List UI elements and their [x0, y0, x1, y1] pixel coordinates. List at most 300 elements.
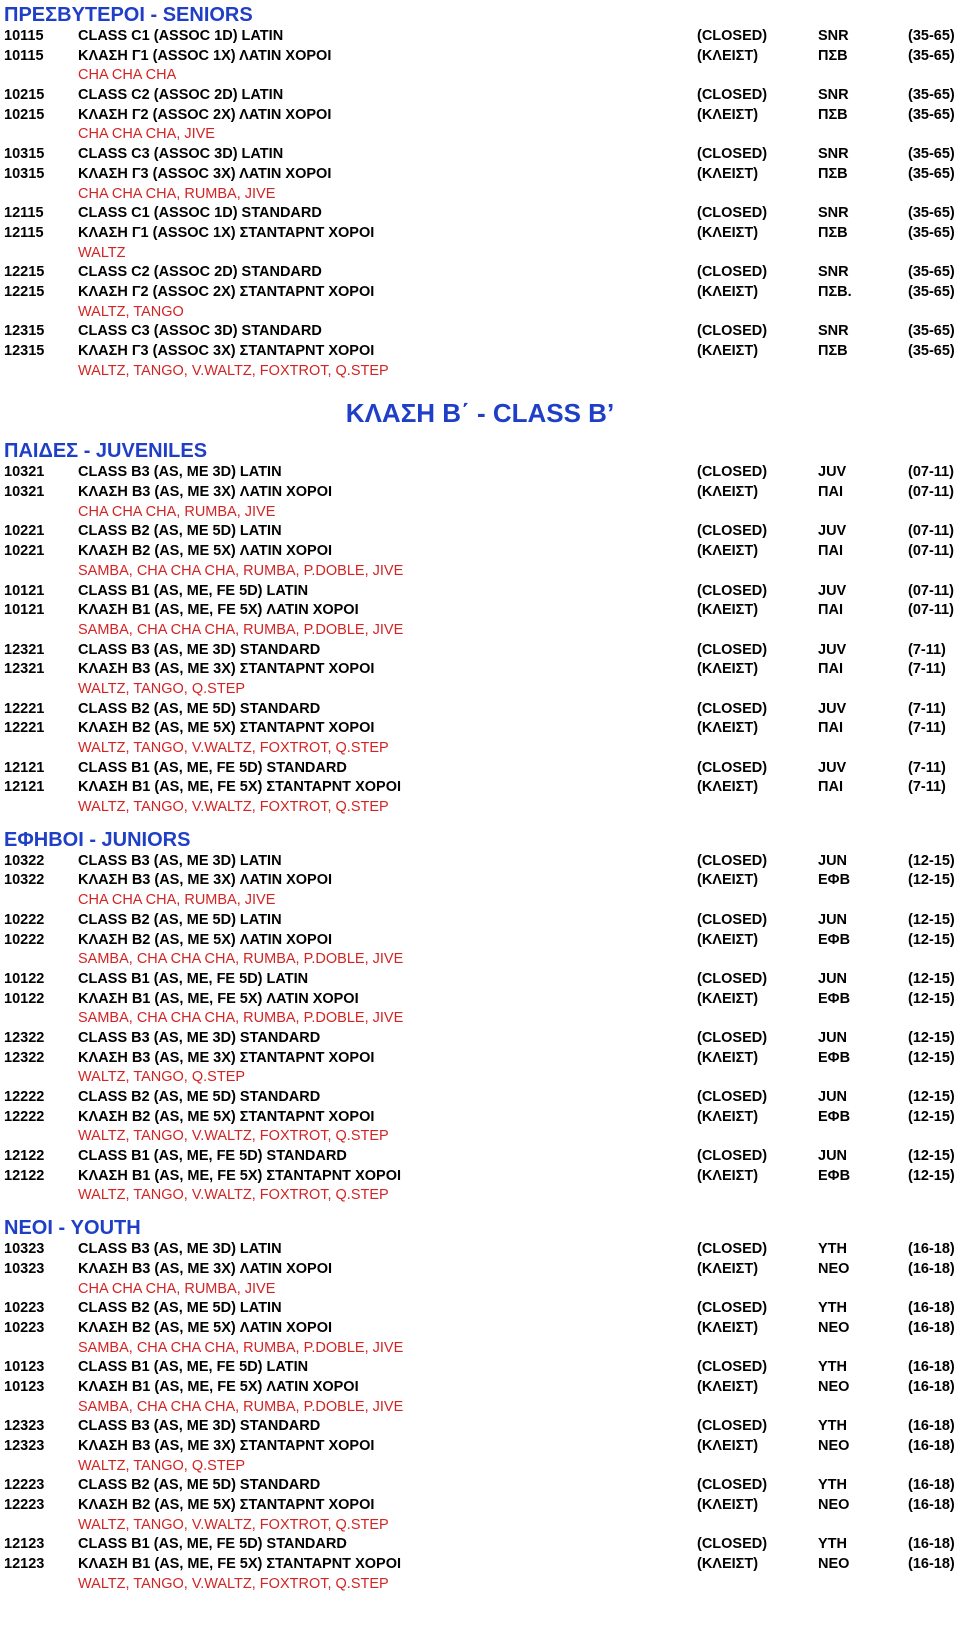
event-code: 12221: [4, 720, 45, 737]
event-row: [0, 601, 960, 621]
dance-list: CHA CHA CHA, RUMBA, JIVE: [78, 1280, 276, 1297]
dance-list: WALTZ, TANGO, V.WALTZ, FOXTROT, Q.STEP: [78, 1128, 389, 1145]
event-age-range: (35-65): [908, 224, 955, 241]
event-age-range: (16-18): [908, 1418, 955, 1435]
event-age-range: (12-15): [908, 872, 955, 889]
event-description: ΚΛΑΣΗ B2 (AS, ME 5X) ΣΤΑΝΤΑΡΝΤ ΧΟΡΟΙ: [78, 720, 375, 737]
event-code: 10222: [4, 911, 45, 928]
event-description: CLASS B2 (AS, ME 5D) STANDARD: [78, 1089, 321, 1105]
event-row: [0, 1496, 960, 1516]
event-status: (CLOSED): [697, 1241, 768, 1258]
event-status: (CLOSED): [697, 264, 768, 281]
event-age-range: (16-18): [908, 1536, 955, 1553]
event-category: SNR: [818, 323, 849, 340]
event-status: (CLOSED): [697, 911, 768, 928]
event-description: ΚΛΑΣΗ B1 (AS, ME, FE 5X) ΣΤΑΝΤΑΡΝΤ ΧΟΡΟΙ: [78, 779, 402, 796]
event-code: 12322: [4, 1049, 45, 1066]
event-code: 10322: [4, 872, 45, 889]
event-row: [0, 990, 960, 1010]
event-group: [0, 1358, 960, 1417]
event-row: [0, 719, 960, 739]
event-age-range: (16-18): [908, 1260, 955, 1277]
dance-list: WALTZ, TANGO, V.WALTZ, FOXTROT, Q.STEP: [78, 740, 389, 756]
event-age-range: (7-11): [908, 661, 946, 678]
dance-list: WALTZ, TANGO, Q.STEP: [78, 1457, 246, 1474]
event-row: [0, 871, 960, 891]
event-status: (ΚΛΕΙΣΤ): [697, 1049, 759, 1066]
event-description: ΚΛΑΣΗ B3 (AS, ME 3X) ΛΑΤΙΝ ΧΟΡΟΙ: [78, 1260, 333, 1277]
event-code: 10123: [4, 1359, 45, 1376]
event-group: [0, 852, 960, 911]
event-code: 10215: [4, 106, 45, 123]
event-row: [0, 1437, 960, 1457]
event-description: ΚΛΑΣΗ B2 (AS, ME 5X) ΣΤΑΝΤΑΡΝΤ ΧΟΡΟΙ: [78, 1108, 375, 1125]
event-code: 10123: [4, 1378, 45, 1395]
event-code: 12122: [4, 1148, 45, 1165]
event-category: ΠΑΙ: [818, 720, 843, 737]
event-status: (ΚΛΕΙΣΤ): [697, 1438, 759, 1454]
event-code: 10315: [4, 146, 45, 163]
event-group: [0, 700, 960, 759]
event-status: (ΚΛΕΙΣΤ): [697, 1260, 759, 1277]
event-category: ΝΕΟ: [818, 1378, 850, 1395]
event-category: JUV: [818, 641, 847, 658]
event-description: CLASS B3 (AS, ME 3D) LATIN: [78, 1241, 282, 1258]
event-row: [0, 582, 960, 602]
event-status: (ΚΛΕΙΣΤ): [697, 343, 759, 359]
event-code: 10222: [4, 931, 45, 948]
dance-list: SAMBA, CHA CHA CHA, RUMBA, P.DOBLE, JIVE: [78, 1398, 404, 1415]
event-description: CLASS C2 (ASSOC 2D) LATIN: [78, 87, 284, 104]
event-code: 10215: [4, 87, 45, 104]
dance-list: WALTZ, TANGO, Q.STEP: [78, 1069, 246, 1086]
event-description: ΚΛΑΣΗ B3 (AS, ME 3X) ΣΤΑΝΤΑΡΝΤ ΧΟΡΟΙ: [78, 1438, 375, 1454]
event-description: CLASS C1 (ASSOC 1D) STANDARD: [78, 205, 322, 222]
dance-list: WALTZ, TANGO, V.WALTZ, FOXTROT, Q.STEP: [78, 1187, 389, 1204]
event-code: 10315: [4, 165, 45, 182]
event-status: (CLOSED): [697, 1536, 768, 1553]
event-category: JUN: [818, 1089, 848, 1105]
event-row: [0, 1555, 960, 1575]
event-row: [0, 1476, 960, 1496]
event-category: ΠΑΙ: [818, 602, 843, 619]
event-code: 12215: [4, 264, 45, 281]
event-age-range: (07-11): [908, 543, 954, 560]
event-age-range: (7-11): [908, 720, 946, 737]
event-code: 10221: [4, 543, 45, 560]
event-code: 10122: [4, 970, 45, 987]
event-category: JUN: [818, 1148, 848, 1165]
event-age-range: (16-18): [908, 1300, 955, 1317]
event-status: (CLOSED): [697, 205, 768, 222]
dance-list: WALTZ: [78, 244, 126, 261]
event-age-range: (16-18): [908, 1359, 955, 1376]
event-description: CLASS B1 (AS, ME, FE 5D) LATIN: [78, 1359, 309, 1376]
event-category: SNR: [818, 205, 849, 222]
event-code: 12123: [4, 1556, 45, 1573]
event-group: [0, 27, 960, 86]
event-status: (ΚΛΕΙΣΤ): [697, 1319, 759, 1336]
event-description: ΚΛΑΣΗ B3 (AS, ME 3X) ΛΑΤΙΝ ΧΟΡΟΙ: [78, 872, 333, 889]
event-category: SNR: [818, 146, 849, 163]
event-status: (ΚΛΕΙΣΤ): [697, 1378, 759, 1395]
event-group: [0, 1088, 960, 1147]
age-section: [0, 818, 960, 1206]
event-description: ΚΛΑΣΗ B3 (AS, ME 3X) ΛΑΤΙΝ ΧΟΡΟΙ: [78, 484, 333, 501]
event-status: (ΚΛΕΙΣΤ): [697, 1167, 759, 1184]
dance-list: CHA CHA CHA, JIVE: [78, 126, 215, 143]
event-row: [0, 641, 960, 661]
event-row: [0, 86, 960, 106]
age-section: [0, 1206, 960, 1594]
event-age-range: (35-65): [908, 283, 955, 300]
event-age-range: (12-15): [908, 1089, 955, 1105]
event-row: [0, 970, 960, 990]
event-status: (ΚΛΕΙΣΤ): [697, 224, 759, 241]
event-age-range: (12-15): [908, 931, 955, 948]
section-heading: ΕΦΗΒΟΙ - JUNIORS: [4, 828, 191, 851]
event-status: (ΚΛΕΙΣΤ): [697, 283, 759, 300]
event-row: [0, 759, 960, 779]
dance-list: CHA CHA CHA, RUMBA, JIVE: [78, 892, 276, 909]
event-group: [0, 322, 960, 381]
event-row: [0, 1535, 960, 1555]
event-code: 10223: [4, 1300, 45, 1317]
event-description: ΚΛΑΣΗ B2 (AS, ME 5X) ΛΑΤΙΝ ΧΟΡΟΙ: [78, 543, 333, 560]
event-description: ΚΛΑΣΗ B2 (AS, ME 5X) ΛΑΤΙΝ ΧΟΡΟΙ: [78, 1319, 333, 1336]
event-category: ΕΦΒ: [818, 1108, 851, 1125]
event-row: [0, 778, 960, 798]
event-code: 12323: [4, 1438, 45, 1454]
event-category: JUV: [818, 523, 847, 540]
event-age-range: (12-15): [908, 1049, 955, 1066]
event-group: [0, 263, 960, 322]
event-status: (ΚΛΕΙΣΤ): [697, 1497, 759, 1514]
event-code: 12222: [4, 1089, 45, 1105]
event-code: 10121: [4, 602, 45, 619]
event-category: YTH: [818, 1241, 847, 1258]
event-category: ΠΑΙ: [818, 484, 843, 501]
event-group: [0, 970, 960, 1029]
event-description: ΚΛΑΣΗ B3 (AS, ME 3X) ΣΤΑΝΤΑΡΝΤ ΧΟΡΟΙ: [78, 1049, 375, 1066]
event-group: [0, 1535, 960, 1594]
event-age-range: (07-11): [908, 523, 954, 540]
event-age-range: (35-65): [908, 106, 955, 123]
event-category: ΕΦΒ: [818, 990, 851, 1007]
event-code: 10321: [4, 464, 45, 481]
event-group: [0, 1240, 960, 1299]
section-spacer: [0, 1206, 960, 1216]
event-category: ΝΕΟ: [818, 1497, 850, 1514]
event-row: [0, 27, 960, 47]
dance-list: CHA CHA CHA, RUMBA, JIVE: [78, 185, 276, 202]
event-category: ΝΕΟ: [818, 1260, 850, 1277]
event-description: CLASS B1 (AS, ME, FE 5D) STANDARD: [78, 759, 347, 776]
event-code: 12321: [4, 661, 45, 678]
event-status: (CLOSED): [697, 1418, 768, 1435]
event-row: [0, 483, 960, 503]
dance-list: WALTZ, TANGO, V.WALTZ, FOXTROT, Q.STEP: [78, 1516, 389, 1533]
section-heading: ΠΑΙΔΕΣ - JUVENILES: [4, 440, 208, 463]
event-age-range: (16-18): [908, 1241, 955, 1258]
event-row: [0, 1240, 960, 1260]
event-description: ΚΛΑΣΗ B2 (AS, ME 5X) ΣΤΑΝΤΑΡΝΤ ΧΟΡΟΙ: [78, 1497, 375, 1514]
event-status: (ΚΛΕΙΣΤ): [697, 484, 759, 501]
event-description: ΚΛΑΣΗ B1 (AS, ME, FE 5X) ΛΑΤΙΝ ΧΟΡΟΙ: [78, 602, 359, 619]
event-row: [0, 522, 960, 542]
event-status: (CLOSED): [697, 1300, 768, 1317]
event-age-range: (07-11): [908, 464, 954, 481]
event-description: CLASS B2 (AS, ME 5D) STANDARD: [78, 700, 321, 717]
event-category: ΝΕΟ: [818, 1438, 850, 1454]
event-age-range: (16-18): [908, 1497, 955, 1514]
event-description: CLASS B3 (AS, ME 3D) STANDARD: [78, 641, 321, 658]
event-category: JUV: [818, 464, 847, 481]
event-row: [0, 1049, 960, 1069]
event-code: 12215: [4, 283, 45, 300]
event-description: ΚΛΑΣΗ Γ1 (ASSOC 1X) ΛΑΤΙΝ ΧΟΡΟΙ: [78, 47, 332, 64]
event-age-range: (12-15): [908, 970, 955, 987]
event-age-range: (16-18): [908, 1438, 955, 1454]
event-category: JUV: [818, 700, 847, 717]
event-age-range: (35-65): [908, 343, 955, 359]
event-description: ΚΛΑΣΗ B2 (AS, ME 5X) ΛΑΤΙΝ ΧΟΡΟΙ: [78, 931, 333, 948]
event-row: [0, 283, 960, 303]
event-status: (ΚΛΕΙΣΤ): [697, 1108, 759, 1125]
dance-list: SAMBA, CHA CHA CHA, RUMBA, P.DOBLE, JIVE: [78, 562, 404, 579]
event-category: YTH: [818, 1359, 847, 1376]
event-status: (ΚΛΕΙΣΤ): [697, 543, 759, 560]
event-group: [0, 522, 960, 581]
event-age-range: (7-11): [908, 641, 946, 658]
event-status: (ΚΛΕΙΣΤ): [697, 1556, 759, 1573]
event-description: CLASS B1 (AS, ME, FE 5D) STANDARD: [78, 1148, 347, 1165]
event-row: [0, 145, 960, 165]
event-age-range: (07-11): [908, 602, 954, 619]
event-age-range: (12-15): [908, 1167, 955, 1184]
event-age-range: (12-15): [908, 911, 955, 928]
event-category: ΠΑΙ: [818, 543, 843, 560]
event-status: (CLOSED): [697, 323, 768, 340]
event-status: (CLOSED): [697, 464, 768, 481]
event-description: CLASS B2 (AS, ME 5D) LATIN: [78, 523, 282, 540]
event-status: (CLOSED): [697, 87, 768, 104]
event-age-range: (16-18): [908, 1319, 955, 1336]
event-description: ΚΛΑΣΗ B1 (AS, ME, FE 5X) ΛΑΤΙΝ ΧΟΡΟΙ: [78, 990, 359, 1007]
event-category: YTH: [818, 1477, 847, 1494]
event-category: ΠΣΒ: [818, 106, 848, 123]
age-section: [0, 395, 960, 817]
event-row: [0, 106, 960, 126]
event-status: (CLOSED): [697, 759, 768, 776]
event-category: ΠΣΒ: [818, 343, 848, 359]
event-status: (ΚΛΕΙΣΤ): [697, 47, 759, 64]
event-status: (CLOSED): [697, 1089, 768, 1105]
event-age-range: (12-15): [908, 1029, 955, 1046]
event-category: ΝΕΟ: [818, 1319, 850, 1336]
event-code: 12321: [4, 641, 45, 658]
event-description: ΚΛΑΣΗ Γ3 (ASSOC 3X) ΣΤΑΝΤΑΡΝΤ ΧΟΡΟΙ: [78, 343, 375, 359]
event-code: 10323: [4, 1241, 45, 1258]
dance-list: SAMBA, CHA CHA CHA, RUMBA, P.DOBLE, JIVE: [78, 951, 404, 968]
event-description: CLASS B1 (AS, ME, FE 5D) LATIN: [78, 582, 309, 599]
event-status: (CLOSED): [697, 146, 768, 163]
event-category: SNR: [818, 87, 849, 104]
event-row: [0, 1108, 960, 1128]
event-age-range: (35-65): [908, 87, 955, 104]
event-row: [0, 1299, 960, 1319]
event-age-range: (12-15): [908, 852, 955, 869]
event-row: [0, 1167, 960, 1187]
event-category: YTH: [818, 1536, 847, 1553]
dance-list: SAMBA, CHA CHA CHA, RUMBA, P.DOBLE, JIVE: [78, 1339, 404, 1356]
event-description: CLASS B3 (AS, ME 3D) STANDARD: [78, 1418, 321, 1435]
event-status: (CLOSED): [697, 523, 768, 540]
event-age-range: (07-11): [908, 484, 954, 501]
event-group: [0, 145, 960, 204]
event-category: ΠΣΒ: [818, 224, 848, 241]
class-title: ΚΛΑΣΗ Β΄ - CLASS B’: [345, 398, 615, 429]
event-description: ΚΛΑΣΗ B3 (AS, ME 3X) ΣΤΑΝΤΑΡΝΤ ΧΟΡΟΙ: [78, 661, 375, 678]
dance-list: CHA CHA CHA, RUMBA, JIVE: [78, 503, 276, 520]
event-age-range: (7-11): [908, 779, 946, 796]
event-category: ΠΑΙ: [818, 779, 843, 796]
event-row: [0, 911, 960, 931]
event-description: CLASS C1 (ASSOC 1D) LATIN: [78, 28, 284, 44]
event-code: 12223: [4, 1477, 45, 1494]
event-status: (ΚΛΕΙΣΤ): [697, 165, 759, 182]
event-description: CLASS B3 (AS, ME 3D) STANDARD: [78, 1029, 321, 1046]
dance-list: WALTZ, TANGO: [78, 303, 184, 320]
dance-list: WALTZ, TANGO, V.WALTZ, FOXTROT, Q.STEP: [78, 362, 389, 379]
event-description: ΚΛΑΣΗ B1 (AS, ME, FE 5X) ΛΑΤΙΝ ΧΟΡΟΙ: [78, 1378, 359, 1395]
event-group: [0, 463, 960, 522]
event-age-range: (12-15): [908, 990, 955, 1007]
event-row: [0, 660, 960, 680]
event-row: [0, 322, 960, 342]
event-category: YTH: [818, 1418, 847, 1435]
event-row: [0, 47, 960, 67]
event-status: (ΚΛΕΙΣΤ): [697, 779, 759, 796]
event-group: [0, 86, 960, 145]
age-section: [0, 3, 960, 381]
event-code: 10121: [4, 582, 45, 599]
event-age-range: (35-65): [908, 146, 955, 163]
event-status: (ΚΛΕΙΣΤ): [697, 602, 759, 619]
event-group: [0, 1147, 960, 1206]
event-status: (CLOSED): [697, 1359, 768, 1376]
event-row: [0, 463, 960, 483]
event-category: ΠΑΙ: [818, 661, 843, 678]
event-group: [0, 1417, 960, 1476]
event-row: [0, 1319, 960, 1339]
event-code: 12123: [4, 1536, 45, 1553]
event-description: CLASS B2 (AS, ME 5D) LATIN: [78, 1300, 282, 1317]
event-row: [0, 931, 960, 951]
event-category: JUN: [818, 970, 848, 987]
event-age-range: (16-18): [908, 1378, 955, 1395]
event-code: 12223: [4, 1497, 45, 1514]
event-row: [0, 1088, 960, 1108]
event-group: [0, 759, 960, 818]
event-age-range: (35-65): [908, 28, 955, 44]
event-age-range: (12-15): [908, 1108, 955, 1125]
event-status: (CLOSED): [697, 28, 768, 44]
section-heading: ΝΕΟΙ - YOUTH: [4, 1217, 141, 1240]
event-category: ΕΦΒ: [818, 1049, 851, 1066]
event-code: 12115: [4, 205, 44, 222]
event-code: 12121: [4, 759, 45, 776]
event-code: 12315: [4, 323, 45, 340]
event-row: [0, 1029, 960, 1049]
event-group: [0, 1029, 960, 1088]
event-group: [0, 204, 960, 263]
event-description: CLASS B3 (AS, ME 3D) LATIN: [78, 852, 282, 869]
section-heading: ΠΡΕΣΒΥΤΕΡΟΙ - SENIORS: [4, 4, 253, 26]
event-age-range: (35-65): [908, 47, 955, 64]
event-age-range: (07-11): [908, 582, 954, 599]
event-category: JUN: [818, 911, 848, 928]
event-row: [0, 165, 960, 185]
event-row: [0, 342, 960, 362]
event-row: [0, 1260, 960, 1280]
event-status: (CLOSED): [697, 582, 768, 599]
event-group: [0, 582, 960, 641]
event-age-range: (7-11): [908, 759, 946, 776]
event-row: [0, 204, 960, 224]
event-category: JUN: [818, 1029, 848, 1046]
event-code: 10321: [4, 484, 45, 501]
event-status: (CLOSED): [697, 1029, 768, 1046]
event-code: 10115: [4, 47, 44, 64]
event-description: CLASS B1 (AS, ME, FE 5D) LATIN: [78, 970, 309, 987]
event-description: CLASS B2 (AS, ME 5D) LATIN: [78, 911, 282, 928]
event-category: YTH: [818, 1300, 847, 1317]
event-code: 12322: [4, 1029, 45, 1046]
dance-list: WALTZ, TANGO, V.WALTZ, FOXTROT, Q.STEP: [78, 1575, 389, 1592]
event-age-range: (35-65): [908, 264, 955, 281]
event-code: 10122: [4, 990, 45, 1007]
dance-list: WALTZ, TANGO, V.WALTZ, FOXTROT, Q.STEP: [78, 799, 389, 816]
event-row: [0, 852, 960, 872]
event-status: (ΚΛΕΙΣΤ): [697, 720, 759, 737]
event-code: 10115: [4, 28, 44, 44]
event-age-range: (16-18): [908, 1556, 955, 1573]
event-group: [0, 911, 960, 970]
event-description: CLASS B3 (AS, ME 3D) LATIN: [78, 464, 282, 481]
event-age-range: (16-18): [908, 1477, 955, 1494]
event-category: JUN: [818, 852, 848, 869]
event-category: ΕΦΒ: [818, 1167, 851, 1184]
dance-list: SAMBA, CHA CHA CHA, RUMBA, P.DOBLE, JIVE: [78, 1010, 404, 1027]
event-status: (ΚΛΕΙΣΤ): [697, 661, 759, 678]
event-row: [0, 1358, 960, 1378]
event-description: CLASS B1 (AS, ME, FE 5D) STANDARD: [78, 1536, 347, 1553]
event-status: (ΚΛΕΙΣΤ): [697, 931, 759, 948]
event-code: 10221: [4, 523, 45, 540]
event-code: 12315: [4, 343, 45, 359]
event-code: 12121: [4, 779, 45, 796]
event-code: 10223: [4, 1319, 45, 1336]
event-category: ΕΦΒ: [818, 931, 851, 948]
event-description: CLASS C2 (ASSOC 2D) STANDARD: [78, 264, 322, 281]
event-status: (CLOSED): [697, 1148, 768, 1165]
event-category: ΠΣΒ: [818, 165, 848, 182]
event-row: [0, 700, 960, 720]
event-code: 12222: [4, 1108, 45, 1125]
event-group: [0, 641, 960, 700]
event-category: JUV: [818, 582, 847, 599]
